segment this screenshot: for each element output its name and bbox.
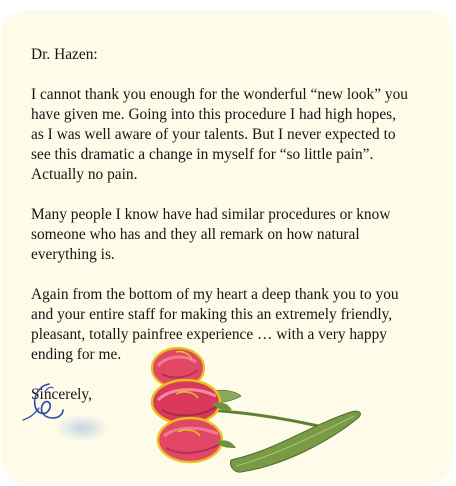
blurred-name <box>56 415 108 441</box>
letter-line: have given me. Going into this procedure I had high hopes, <box>31 106 397 123</box>
letter-line: pleasant, totally painfree experience … with a very happy <box>31 326 387 343</box>
letter-card <box>1 10 453 484</box>
letter-closing: Sincerely, <box>31 386 92 403</box>
rose-illustration-icon <box>136 340 436 484</box>
letter-line: Again from the bottom of my heart a deep thank you to you <box>31 286 399 303</box>
letter-line: everything is. <box>31 246 115 263</box>
letter-line: Actually no pain. <box>31 166 138 183</box>
letter-line: I cannot thank you enough for the wonderful “new look” you <box>31 86 408 103</box>
letter-line: Many people I know have had similar procedures or know <box>31 206 391 223</box>
letter-line: someone who has and they all remark on how natural <box>31 226 360 243</box>
letter-line: as I was well aware of your talents. But I never expected to <box>31 126 396 143</box>
letter-paragraph-1 <box>31 85 441 185</box>
letter-line: and your entire staff for making this an extremely friendly, <box>31 306 393 323</box>
letter-line: ending for me. <box>31 346 122 363</box>
letter-line: see this dramatic a change in myself for “so little pain”. <box>31 146 374 163</box>
letter-salutation: Dr. Hazen: <box>31 46 98 63</box>
letter-paragraph-2 <box>31 205 441 265</box>
